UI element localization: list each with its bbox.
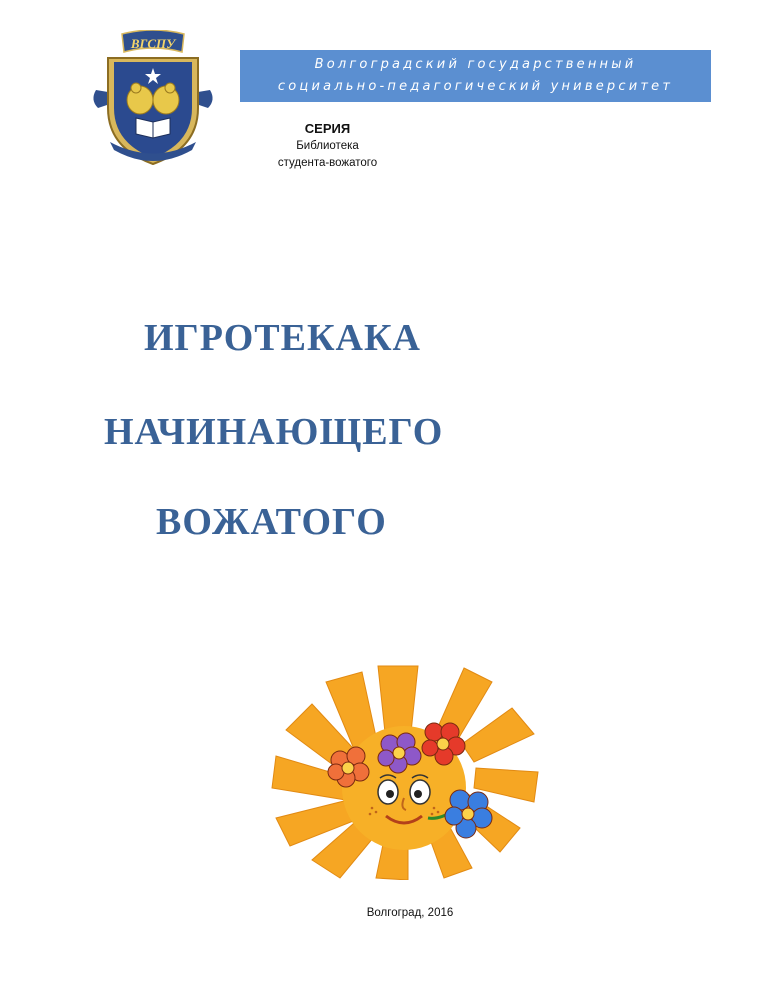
title-line1: ИГРОТЕКАКА [144,317,421,359]
title-line2: НАЧИНАЮЩЕГО [104,411,444,453]
university-banner [240,50,711,102]
university-name-line2: социально-педагогический университет [277,79,674,94]
series-line1: Библиотека [296,140,359,152]
crest-lettering: ВГСПУ [130,36,176,51]
series-block [255,120,400,172]
smiling-sun-icon [268,660,540,880]
series-line2: студента-вожатого [277,157,378,169]
university-name-line1: Волгоградский государственный [314,57,637,72]
series-title: СЕРИЯ [304,121,351,136]
publication-place-year: Волгоград, 2016 [366,907,454,919]
title-line3: ВОЖАТОГО [156,501,387,543]
university-crest-icon [88,30,218,170]
